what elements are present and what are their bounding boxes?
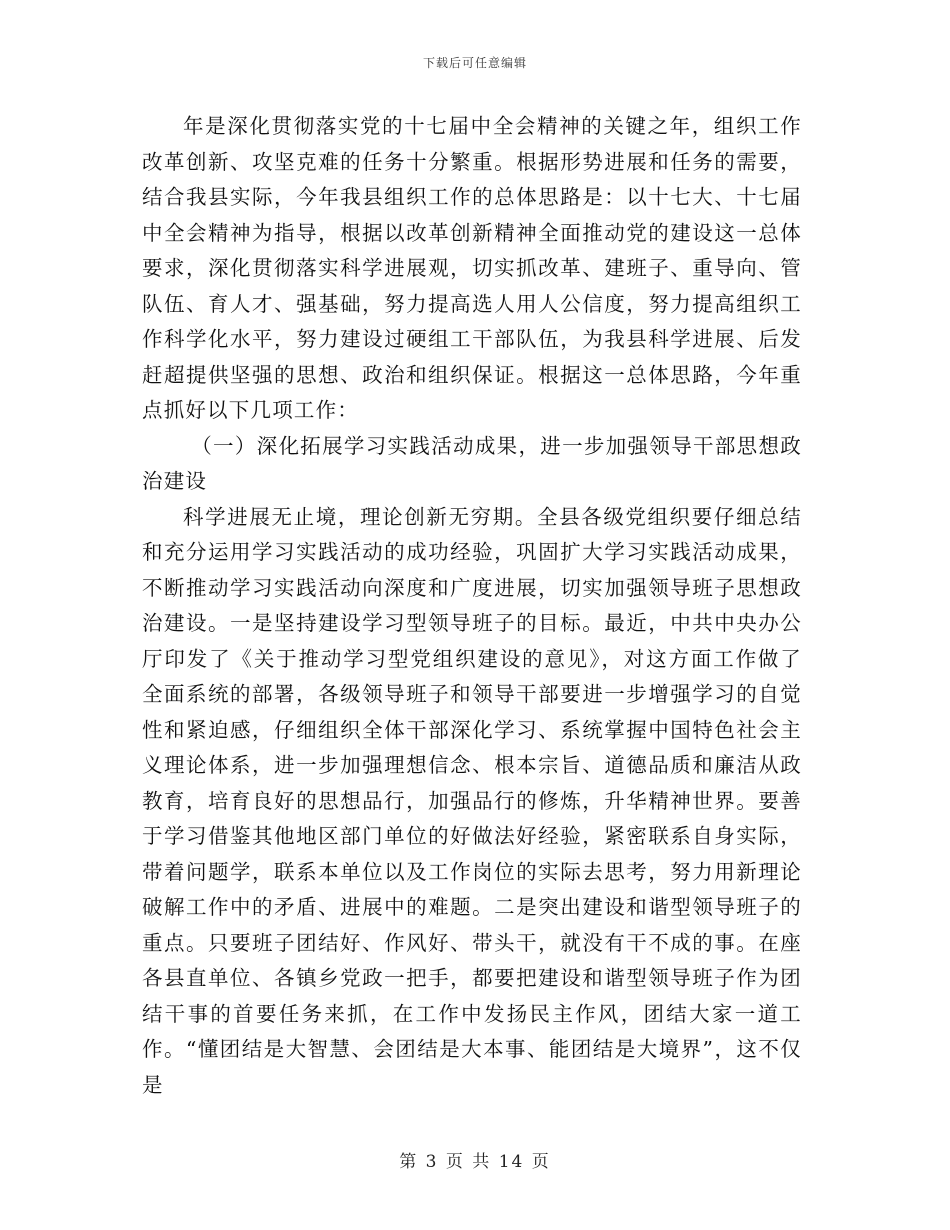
page-header: 下载后可任意编辑 xyxy=(422,56,527,70)
section-heading: （一）深化拓展学习实践活动成果，进一步加强领导干部思想政治建设 xyxy=(142,433,802,493)
paragraph-intro: 年是深化贯彻落实党的十七届中全会精神的关键之年，组织工作改革创新、攻坚克难的任务十分繁重。根据形势进展和任务的需要，结合我县实际，今年我县组织工作的总体思路是：以十七大、十七届中全会精神为指导，根据以改革创新精神全面推动党的建设这一总体要求，深化贯彻落实科学进展观，切实抓改革、建班子、重导向、管队伍、育人才、强基础，努力提高选人用人公信度，努力提高组织工作科学化水平，努力建设过硬组工干部队伍，为我县科学进展、后发赶超提供坚强的思想、政治和组织保证。根据这一总体思路，今年重点抓好以下几项工作： xyxy=(142,114,802,422)
paragraph-section-body: 科学进展无止境，理论创新无穷期。全县各级党组织要仔细总结和充分运用学习实践活动的成功经验，巩固扩大学习实践活动成果，不断推动学习实践活动向深度和广度进展，切实加强领导班子思想政治建设。一是坚持建设学习型领导班子的目标。最近，中共中央办公厅印发了《关于推动学习型党组织建设的意见》，对这方面工作做了全面系统的部署，各级领导班子和领导干部要进一步增强学习的自觉性和紧迫感，仔细组织全体干部深化学习、系统掌握中国特色社会主义理论体系，进一步加强理想信念、根本宗旨、道德品质和廉洁从政教育，培育良好的思想品行，加强品行的修炼，升华精神世界。要善于学习借鉴其他地区部门单位的好做法好经验，紧密联系自身实际，带着问题学，联系本单位以及工作岗位的实际去思考，努力用新理论破解工作中的矛盾、进展中的难题。二是突出建设和谐型领导班子的重点。只要班子团结好、作风好、带头干，就没有干不成的事。在座各县直单位、各镇乡党政一把手，都要把建设和谐型领导班子作为团结干事的首要任务来抓，在工作中发扬民主作风，团结大家一道工作。“懂团结是大智慧、会团结是大本事、能团结是大境界”，这不仅是 xyxy=(142,504,802,1097)
page-footer: 第 3 页 共 14 页 xyxy=(399,1152,551,1172)
document-body xyxy=(142,109,802,1103)
